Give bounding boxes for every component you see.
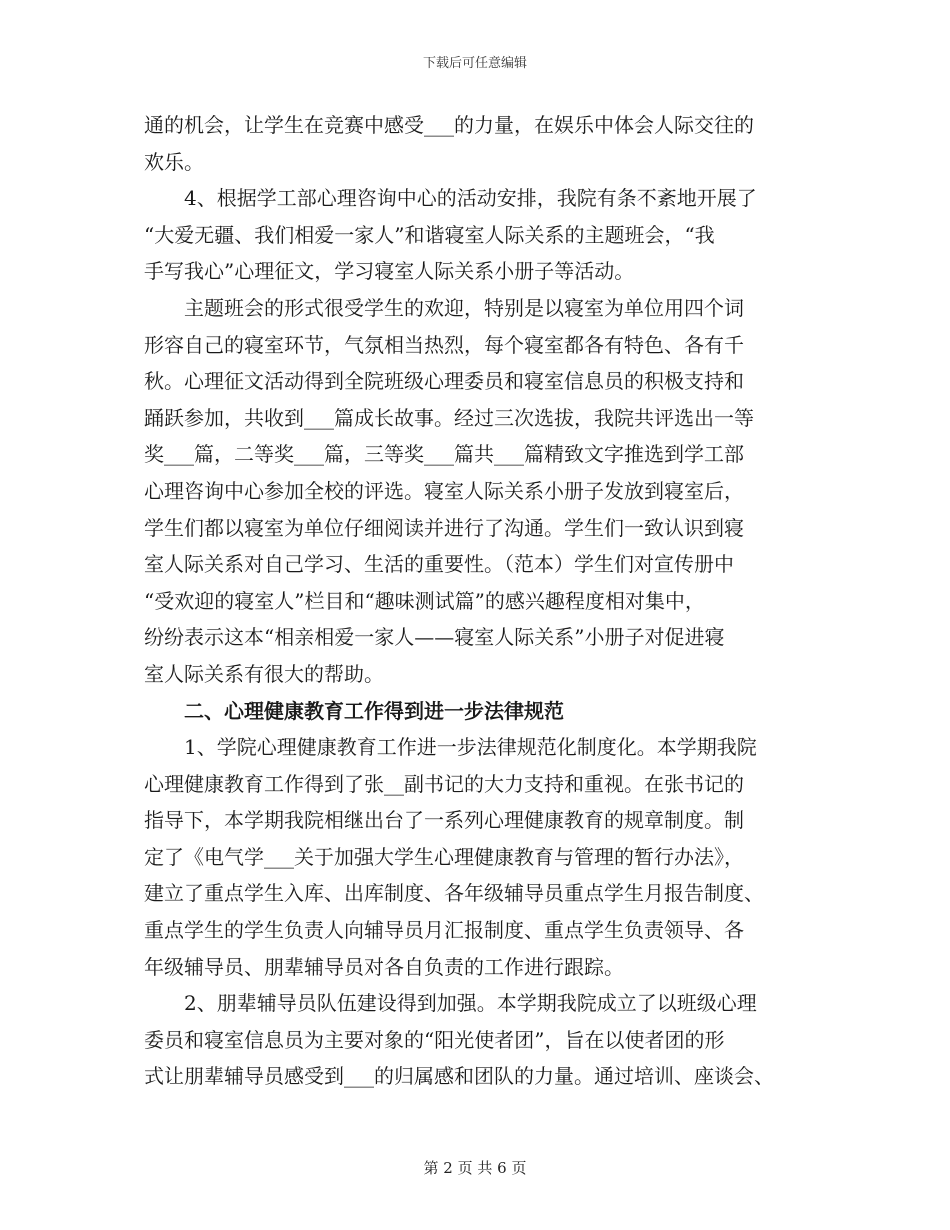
- paragraph-line: “受欢迎的寝室人”栏目和“趣味测试篇”的感兴趣程度相对集中，: [144, 588, 705, 613]
- paragraph-line: 年级辅导员、朋辈辅导员对各自负责的工作进行跟踪。: [144, 954, 624, 979]
- paragraph-line: 秋。心理征文活动得到全院班级心理委员和寝室信息员的积极支持和: [144, 369, 744, 394]
- paragraph-line: 主题班会的形式很受学生的欢迎，特别是以寝室为单位用四个词: [184, 295, 744, 320]
- paragraph-line: 委员和寝室信息员为主要对象的“阳光使者团”，旨在以使者团的形: [144, 1027, 725, 1052]
- paragraph-line: 心理健康教育工作得到了张__副书记的大力支持和重视。在张书记的: [144, 771, 744, 796]
- page-footer: 第 2 页 共 6 页: [423, 1159, 527, 1177]
- page-header: 下载后可任意编辑: [422, 56, 527, 71]
- paragraph-line: 室人际关系对自己学习、生活的重要性。（范本）学生们对宣传册中: [144, 552, 734, 577]
- paragraph-line: “大爱无疆、我们相爱一家人”和谐寝室人际关系的主题班会，“我: [144, 222, 715, 247]
- paragraph-line: 4、根据学工部心理咨询中心的活动安排，我院有条不紊地开展了: [184, 186, 757, 211]
- paragraph-line: 奖___篇，二等奖___篇，三等奖___篇共___篇精致文字推选到学工部: [144, 442, 744, 467]
- section-heading: 二、心理健康教育工作得到进一步法律规范: [184, 698, 564, 723]
- paragraph-line: 形容自己的寝室环节，气氛相当热烈，每个寝室都各有特色、各有千: [144, 332, 744, 357]
- paragraph-line: 定了《电气学___关于加强大学生心理健康教育与管理的暂行办法》，: [144, 844, 744, 869]
- document-body: [144, 107, 824, 1095]
- paragraph-line: 式让朋辈辅导员感受到___的归属感和团队的力量。通过培训、座谈会、: [144, 1064, 774, 1089]
- paragraph-line: 2、朋辈辅导员队伍建设得到加强。本学期我院成立了以班级心理: [184, 991, 757, 1016]
- paragraph-line: 通的机会，让学生在竞赛中感受___的力量，在娱乐中体会人际交往的: [144, 113, 754, 137]
- paragraph-line: 建立了重点学生入库、出库制度、各年级辅导员重点学生月报告制度、: [144, 881, 764, 906]
- paragraph-line: 重点学生的学生负责人向辅导员月汇报制度、重点学生负责领导、各: [144, 918, 744, 943]
- paragraph-line: 室人际关系有很大的帮助。: [144, 661, 384, 686]
- paragraph-line: 纷纷表示这本“相亲相爱一家人——寝室人际关系”小册子对促进寝: [144, 625, 725, 650]
- paragraph-line: 指导下，本学期我院相继出台了一系列心理健康教育的规章制度。制: [144, 808, 744, 833]
- paragraph-line: 手写我心”心理征文，学习寝室人际关系小册子等活动。: [144, 259, 635, 284]
- paragraph-line: 踊跃参加，共收到___篇成长故事。经过三次选拔，我院共评选出一等: [144, 405, 754, 430]
- paragraph-line: 欢乐。: [144, 149, 204, 174]
- paragraph-line: 心理咨询中心参加全校的评选。寝室人际关系小册子发放到寝室后，: [144, 478, 744, 503]
- paragraph-line: 1、学院心理健康教育工作进一步法律规范化制度化。本学期我院: [184, 735, 757, 760]
- paragraph-line: 学生们都以寝室为单位仔细阅读并进行了沟通。学生们一致认识到寝: [144, 515, 744, 540]
